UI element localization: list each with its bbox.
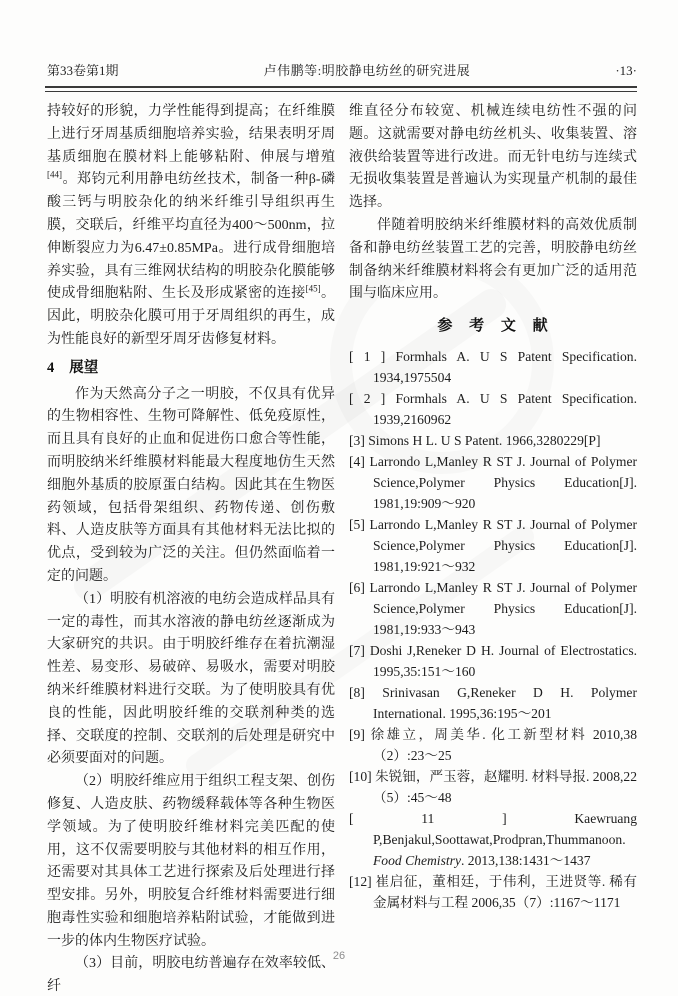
page-footer (0, 950, 678, 962)
reference-item (349, 724, 637, 766)
text-segment: Doshi J,Reneker D H. Journal of Electrostatics. 1995,35:151～160 (369, 642, 638, 679)
reference-item (349, 682, 637, 724)
text-segment: （1）明胶有机溶液的电纺会造成样品具有一定的毒性，而其水溶液的静电纺丝逐渐成为大家研究的共识。由于明胶纤维存在着抗潮湿性差、易变形、易破碎、易吸水，需要对明胶纳米纤维膜材料进行交联。为了使明胶具有优良的性能，因此明胶纤维的交联剂种类的选择、交联度的控制、交联剂的后处理是研究中必须要面对的问题。 (47, 591, 335, 767)
reference-label: [7] (349, 642, 370, 658)
text-columns (47, 101, 637, 996)
paragraph (349, 101, 637, 215)
citation-marker: [45] (305, 283, 321, 294)
text-segment: Larrondo L,Manley R ST J. Journal of Polymer Science,Polymer Physics Education[J]. 1981,19:933～943 (369, 579, 637, 637)
paragraph (47, 101, 335, 352)
right-column (349, 101, 637, 996)
text-segment: 维直径分布较宽、机械连续电纺性不强的问题。这就需要对静电纺丝机头、收集装置、溶液供给装置等进行改进。而无针电纺与连续式无损收集装置是普遍认为实现量产机制的最佳选择。 (349, 104, 637, 211)
text-segment: 朱锐钿，严玉蓉，赵耀明. 材料导报. 2008,22（5）:45～48 (373, 768, 637, 805)
text-segment: Srinivasan G,Reneker D H. Polymer International. 1995,36:195～201 (373, 684, 637, 721)
reference-item (349, 808, 637, 871)
text-segment: Formhals A. U S Patent Specification. 1934,1975504 (373, 348, 637, 385)
text-segment: Larrondo L,Manley R ST J. Journal of Polymer Science,Polymer Physics Education[J]. 1981,19:921～932 (369, 516, 637, 574)
text-segment: 徐雄立，周美华. 化工新型材料 2010,38（2）:23～25 (370, 726, 638, 763)
text-segment: 持较好的形貌，力学性能得到提高；在纤维膜上进行牙周基质细胞培养实验，结果表明牙周基质细胞在膜材料上能够粘附、伸展与增殖 (47, 104, 335, 165)
reference-label: [9] (349, 726, 371, 742)
reference-label: [10] (349, 768, 376, 784)
left-column (47, 101, 335, 996)
paragraph (349, 215, 637, 306)
page-header (47, 60, 637, 79)
footer-page-number: 26 (332, 950, 346, 962)
reference-label: [3] (349, 432, 369, 448)
reference-label: [ 1 ] (349, 348, 396, 364)
reference-label: [8] (349, 684, 383, 700)
reference-item (349, 451, 637, 514)
reference-item (349, 430, 637, 451)
reference-label: [ 2 ] (349, 390, 396, 406)
header-page-marker: ·13· (615, 63, 637, 78)
reference-item (349, 640, 637, 682)
section-number: 4 (47, 359, 55, 376)
reference-item (349, 577, 637, 640)
paragraph (47, 771, 335, 953)
text-segment: 崔启征，董相廷，于伟利，王进贤等. 稀有金属材料与工程 2006,35（7）:1167～1171 (373, 873, 638, 910)
reference-item (349, 514, 637, 577)
paragraph (47, 589, 335, 771)
text-segment: . 2013,138:1431～1437 (460, 852, 591, 868)
text-segment: Simons H L. U S Patent. 1966,3280229[P] (368, 432, 601, 448)
reference-label: [6] (349, 579, 370, 595)
italic-text: Food Chemistry (373, 852, 461, 868)
reference-item (349, 388, 637, 430)
header-volume-issue: 第33卷第1期 (47, 63, 119, 78)
text-segment: 作为天然高分子之一明胶，不仅具有优异的生物相容性、生物可降解性、低免疫原性，而且具有良好的止血和促进伤口愈合等性能，而明胶纳米纤维膜材料能最大程度地仿生天然细胞外基质的胶原蛋白结构。因此其在生物医药领域，包括骨架组织、药物传递、创伤敷料、人造皮肤等方面具有其他材料无法比拟的优点，受到较为广泛的关注。但仍然面临着一定的问题。 (47, 386, 335, 584)
references-heading: 参 考 文 献 (437, 318, 549, 335)
text-segment: 。郑钧元利用静电纺丝技术，制备一种β-磷酸三钙与明胶杂化的纳米纤维引导组织再生膜，交联后，纤维平均直径为400～500nm，拉伸断裂应力为6.47±0.85MPa。进行成骨细胞培养实验，具有三维网状结构的明胶杂化膜能够使成骨细胞粘附、生长及形成紧密的连接 (47, 172, 335, 302)
section-title: 展望 (69, 359, 99, 376)
reference-label: [ 11 ] (349, 810, 575, 826)
text-segment: （3）目前，明胶电纺普遍存在效率较低、纤 (47, 956, 335, 995)
text-segment: 伴随着明胶纳米纤维膜材料的高效优质制备和静电纺丝装置工艺的完善，明胶静电纺丝制备纳米纤维膜材料将会有更加广泛的适用范围与临床应用。 (349, 217, 637, 302)
reference-label: [12] (349, 873, 376, 889)
section-heading (47, 357, 335, 380)
text-segment: 。因此，明胶杂化膜可用于牙周组织的再生，成为性能良好的新型牙周牙齿修复材料。 (47, 286, 336, 347)
paragraph (47, 384, 335, 589)
text-segment: （2）明胶纤维应用于组织工程支架、创伤修复、人造皮肤、药物缓释载体等各种生物医学领域。为了使明胶纤维材料完美匹配的使用，这不仅需要明胶与其他材料的相互作用，还需要对其具体工艺进行探索及后处理进行择型安排。另外，明胶复合纤维材料需要进行细胞毒性实验和细胞培养粘附试验，才能做到进一步的体内生物医疗试验。 (47, 774, 335, 949)
text-segment: Kaewruang P,Benjakul,Soottawat,Prodpran,Thummanoon. (373, 810, 637, 847)
reference-item (349, 766, 637, 808)
reference-label: [5] (349, 516, 370, 532)
header-running-title: 卢伟鹏等:明胶静电纺丝的研究进展 (263, 63, 471, 78)
reference-item (349, 871, 637, 913)
reference-item (349, 346, 637, 388)
header-rule (45, 86, 637, 92)
reference-label: [4] (349, 453, 370, 469)
text-segment: Formhals A. U S Patent Specification. 1939,2160962 (373, 390, 637, 427)
text-segment: Larrondo L,Manley R ST J. Journal of Polymer Science,Polymer Physics Education[J]. 1981,19:909～920 (369, 453, 637, 511)
citation-marker: [44] (47, 169, 62, 180)
